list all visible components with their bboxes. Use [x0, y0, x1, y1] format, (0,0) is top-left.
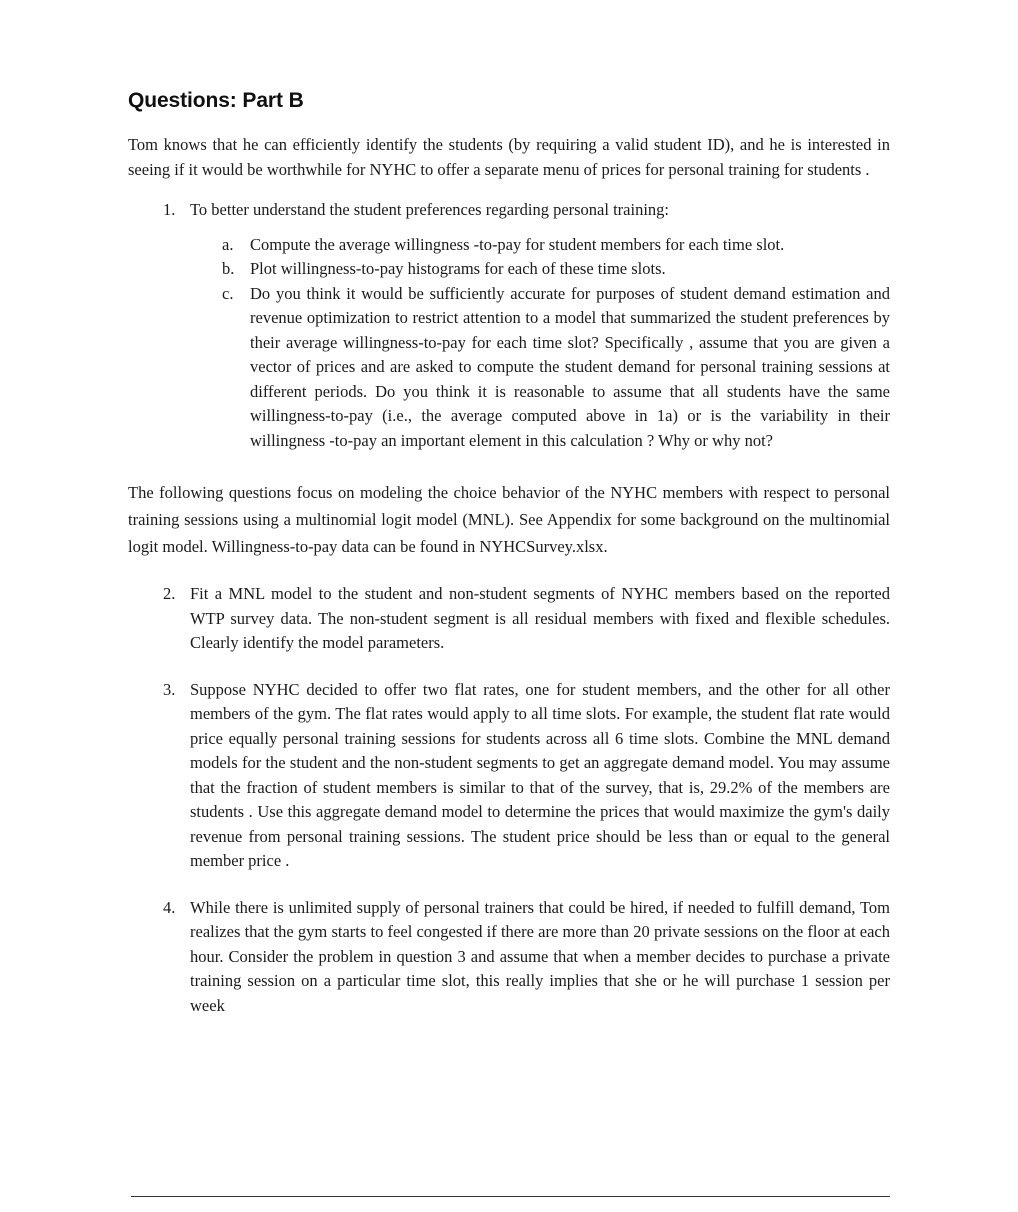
footer-clipped-text — [131, 1204, 531, 1212]
list-item-text: Plot willingness-to-pay histograms for each of these time slots. — [250, 259, 666, 278]
spacer — [128, 188, 890, 198]
question-list-4 — [128, 896, 890, 1019]
list-item — [128, 198, 890, 223]
question-3-block — [128, 678, 890, 874]
list-item-text: While there is unlimited supply of personal trainers that could be hired, if needed to fulfill demand, Tom realizes that the gym starts to feel congested if there are more than 20 private sessions on the floor at each hour. Consider the problem in question 3 and assume that when a member decides to purchase a private training session on a particular time slot, this really implies that she or he will purchase 1 session per week — [190, 897, 890, 1015]
list-marker: 3. — [163, 679, 176, 699]
list-item — [128, 896, 890, 1019]
mnl-block — [128, 479, 890, 560]
question-list-2 — [128, 582, 890, 656]
list-marker: c. — [222, 283, 234, 303]
spacer — [128, 223, 890, 233]
list-item-text: Compute the average willingness -to-pay for student members for each time slot. — [250, 234, 785, 254]
list-marker: b. — [222, 259, 235, 278]
list-marker: 2. — [163, 584, 176, 603]
list-item — [128, 678, 890, 874]
list-item-text: To better understand the student preferences regarding personal training: — [190, 200, 669, 219]
footnote-separator — [131, 1196, 890, 1197]
question-4-block — [128, 896, 890, 1019]
list-marker: 1. — [163, 200, 176, 219]
list-item-text: Suppose NYHC decided to offer two flat rates, one for student members, and the other for all other members of the gym. The flat rates would apply to all time slots. For example, the student flat rate would price equally personal training sessions for students across all 6 time slots. Combine the MNL demand models for the student and the non-student segments to get an aggregate demand model. You may assume that the fraction of student members is similar to that of the survey, that is, 29.2% of the members are students . Use this aggregate demand model to determine the prices that would maximize the gym's daily revenue from personal training sessions. The student price should be less than or equal to the general member price . — [190, 679, 890, 870]
intro-paragraph: Tom knows that he can efficiently identify the students (by requiring a valid student ID), and he is interested in seeing if it would be worthwhile for NYHC to offer a separate menu of prices for personal training for students . — [128, 135, 890, 179]
page-title: Questions: Part B — [128, 89, 304, 112]
list-item — [128, 582, 890, 656]
question-list-3 — [128, 678, 890, 874]
list-item-text: Do you think it would be sufficiently accurate for purposes of student demand estimation and revenue optimization to restrict attention to a model that summarized the student preferences by their average willingness-to-pay for each time slot? Specifically , assume that you are given a vector of prices and are asked to compute the student demand for personal training sessions at different periods. Do you think it is reasonable to assume that all students have the same willingness-to-pay (i.e., the average computed above in 1a) or is the variability in their willingness -to-pay an important element in this calculation ? Why or why not? — [250, 283, 890, 450]
list-item — [128, 257, 890, 282]
list-item — [128, 282, 890, 454]
mnl-paragraph: The following questions focus on modeling the choice behavior of the NYHC members with respect to personal training sessions using a multinomial logit model (MNL). See Appendix for some background on the multinomial logit model. Willingness-to-pay data can be found in NYHCSurvey.xlsx. — [128, 483, 890, 556]
question-list-part1 — [128, 198, 890, 223]
question-sublist-1 — [128, 233, 890, 454]
question-2-block — [128, 582, 890, 656]
list-marker: a. — [222, 234, 234, 254]
list-item — [128, 233, 890, 258]
list-item-text: Fit a MNL model to the student and non-student segments of NYHC members based on the reported WTP survey data. The non-student segment is all residual members with fixed and flexible schedules. Clearly identify the model parameters. — [190, 584, 890, 652]
list-marker: 4. — [163, 897, 176, 917]
document-content — [128, 88, 890, 1018]
